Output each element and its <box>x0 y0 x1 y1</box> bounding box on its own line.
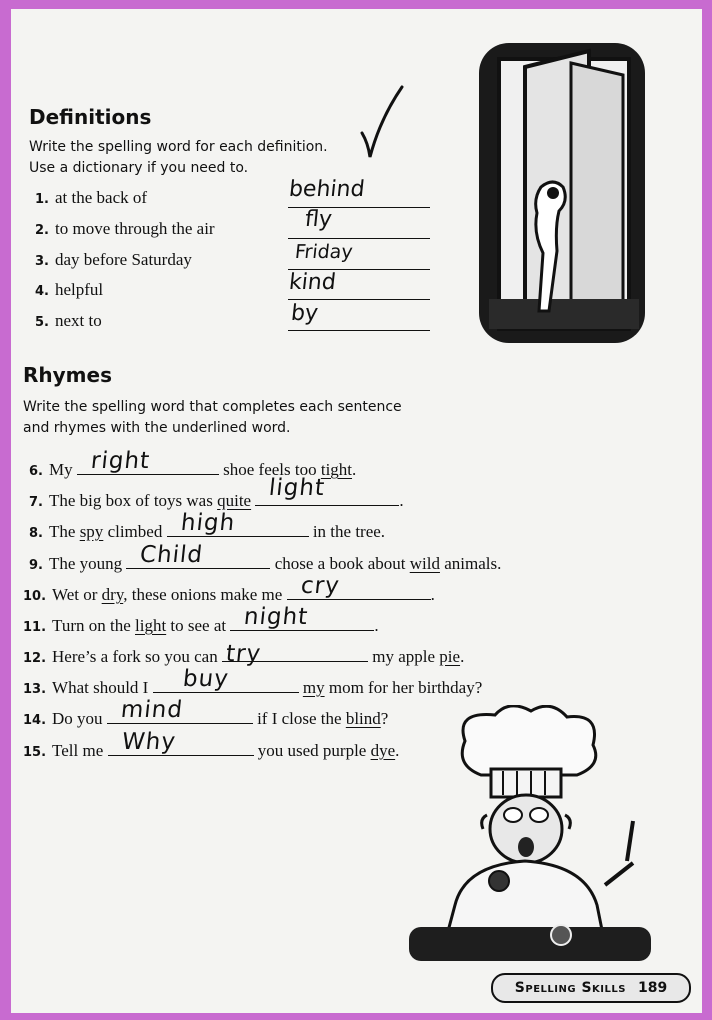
handwritten-answer: night <box>243 604 310 630</box>
definitions-instruction-line1: Write the spelling word for each definition. <box>29 139 328 155</box>
answer-blank[interactable] <box>222 641 368 667</box>
rhyme-row: 14. Do you mind if I close the blind? <box>23 697 389 728</box>
handwritten-answer: right <box>89 448 152 474</box>
handwritten-answer: cry <box>299 573 341 599</box>
handwritten-answer: behind <box>287 177 366 202</box>
rhyme-row: 9. The young Child chose a book about wild animals. <box>29 542 502 573</box>
rhymes-instruction-line1: Write the spelling word that completes each sentence <box>23 399 402 415</box>
rhyme-row: 7. The big box of toys was quite light . <box>29 475 404 510</box>
worksheet-page: Definitions Write the spelling word for each definition. Use a dictionary if you need to. 1. at the back of behind 2. to move through the air fly 3. day before Saturday Friday 4. helpful kind 5. next to by Rhymes Write the spelling word that completes each sentence and rhymes with the underlined word. 6. My right shoe feels too tight. 7. The big box of toys was quite light . 8. The spy climbed high in the tree. 9. The young Child chose a book about wild animals. 10. Wet or dry, these onions make me cry . 11. Turn on the light to see at night . 12. Here’s a fork so you can try my apple pie. 13. What should I buy my mom for her birthday? 14. Do you mind if I close the blind? 15. Tell me Why you used purple dye. Spelling Skills 189 <box>11 9 702 1013</box>
handwritten-answer: high <box>179 510 237 536</box>
rhymes-instruction-line2: and rhymes with the underlined word. <box>23 420 291 436</box>
underlined-word: dye <box>370 741 396 760</box>
answer-blank[interactable] <box>255 475 399 506</box>
rhymes-heading: Rhymes <box>23 363 112 387</box>
answer-blank[interactable] <box>77 448 219 475</box>
answer-blank[interactable] <box>167 510 309 537</box>
page-number: 189 <box>637 980 668 996</box>
underlined-word: tight <box>320 460 353 479</box>
underlined-word: light <box>135 616 167 635</box>
answer-blank[interactable] <box>230 604 374 631</box>
handwritten-answer: kind <box>287 270 338 295</box>
rhymes-instructions <box>23 397 402 439</box>
underlined-word: dry <box>101 585 124 604</box>
underlined-word: my <box>302 678 325 697</box>
answer-blank[interactable] <box>287 573 431 600</box>
answer-blank[interactable] <box>126 542 270 569</box>
handwritten-answer: mind <box>119 697 185 723</box>
handwritten-answer: Why <box>120 729 177 755</box>
handwritten-answer: light <box>267 475 327 501</box>
underlined-word: wild <box>409 554 440 573</box>
definitions-instructions <box>29 137 328 179</box>
rhyme-row: 13. What should I buy my mom for her birthday? <box>23 666 483 697</box>
door-illustration <box>471 37 651 349</box>
answer-blank[interactable] <box>153 666 299 693</box>
checkmark-icon <box>356 83 406 163</box>
handwritten-answer: fly <box>303 207 334 232</box>
handwritten-answer: try <box>224 641 263 667</box>
underlined-word: pie <box>439 647 461 666</box>
underlined-word: spy <box>79 522 104 541</box>
answer-blank[interactable] <box>108 729 254 756</box>
handwritten-answer: Friday <box>293 241 354 263</box>
handwritten-answer: by <box>289 301 320 326</box>
underlined-word: quite <box>217 491 252 510</box>
chef-illustration <box>395 705 665 965</box>
rhyme-row: 8. The spy climbed high in the tree. <box>29 510 386 541</box>
answer-blank[interactable] <box>107 697 253 724</box>
definitions-heading: Definitions <box>29 105 152 129</box>
handwritten-answer: buy <box>181 666 230 692</box>
definitions-instruction-line2: Use a dictionary if you need to. <box>29 160 249 176</box>
handwritten-answer: Child <box>139 542 205 568</box>
underlined-word: blind <box>345 709 381 728</box>
rhyme-row: 15. Tell me Why you used purple dye. <box>23 729 400 760</box>
footer-label: Spelling Skills <box>514 980 626 996</box>
rhyme-row: 11. Turn on the light to see at night . <box>23 604 379 635</box>
rhyme-row: 6. My right shoe feels too tight. <box>29 448 357 479</box>
page-footer <box>491 973 691 1003</box>
rhyme-row: 12. Here’s a fork so you can try my apple pie. <box>23 641 465 667</box>
rhyme-row: 10. Wet or dry, these onions make me cry . <box>23 573 435 604</box>
